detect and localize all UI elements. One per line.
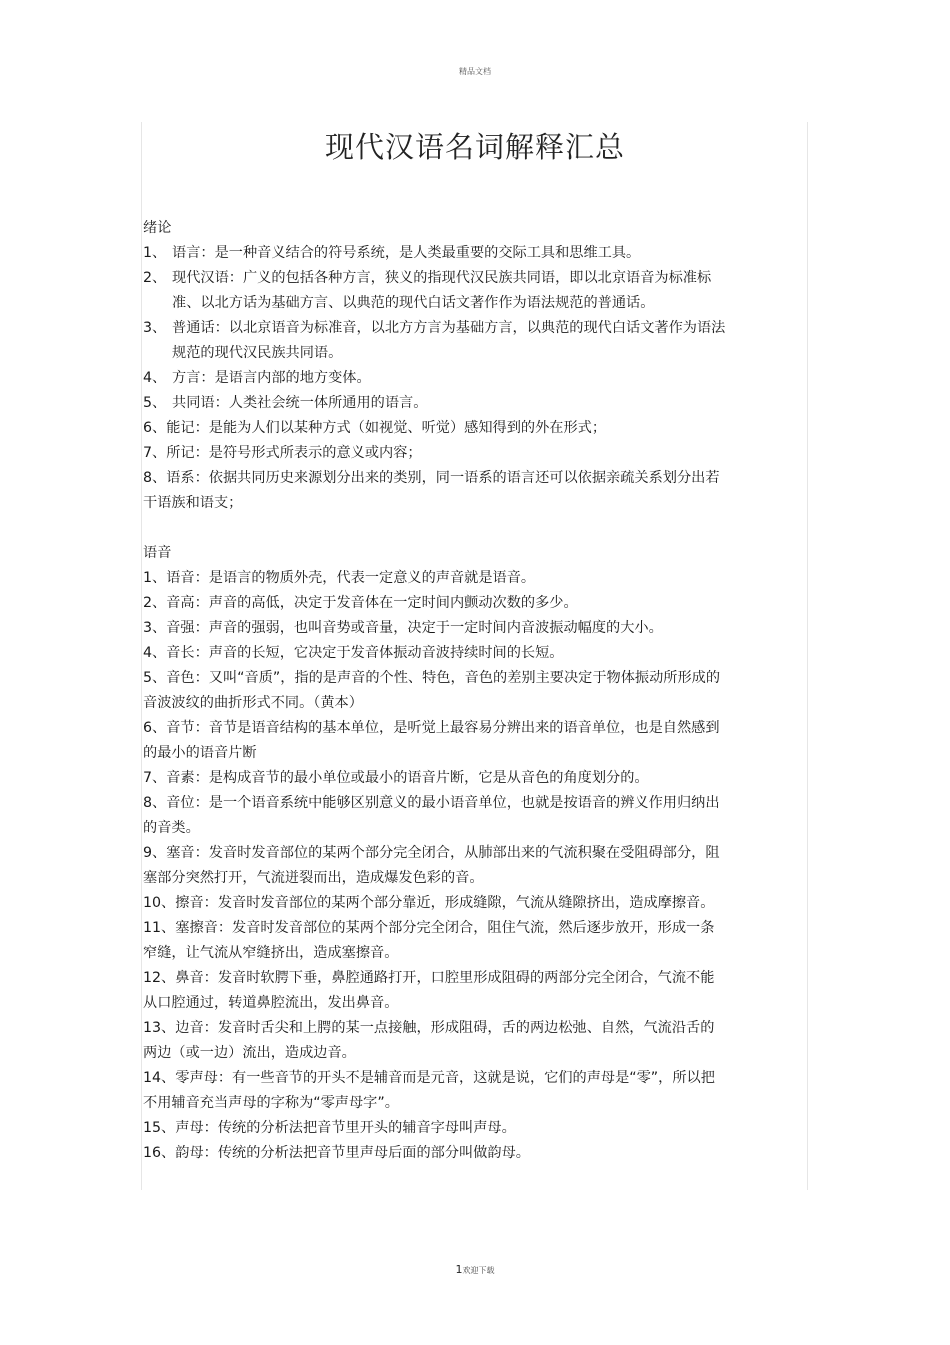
list-item xyxy=(143,616,728,641)
page-footer xyxy=(0,1263,950,1276)
list-item xyxy=(143,1016,728,1066)
item-number: 6、 xyxy=(143,420,167,436)
page-title: 现代汉语名词解释汇总 xyxy=(324,130,625,164)
list-item xyxy=(143,1116,728,1141)
item-number: 13、 xyxy=(143,1020,176,1036)
item-number: 6、 xyxy=(143,720,167,736)
item-number: 1、 xyxy=(143,245,167,261)
item-number: 2、 xyxy=(143,270,167,286)
item-number: 1、 xyxy=(143,570,167,586)
item-number: 3、 xyxy=(143,320,167,336)
item-text: 塞音：发音时发音部位的某两个部分完全闭合，从肺部出来的气流积聚在受阻碍部分，阻塞部分突然打开，气流迸裂而出，造成爆发色彩的音。 xyxy=(143,845,720,886)
list-item xyxy=(143,716,728,766)
item-text: 音高：声音的高低，决定于发音体在一定时间内颤动次数的多少。 xyxy=(166,595,578,611)
item-text: 语音：是语言的物质外壳，代表一定意义的声音就是语音。 xyxy=(166,570,536,586)
item-text: 韵母：传统的分析法把音节里声母后面的部分叫做韵母。 xyxy=(175,1145,530,1161)
item-number: 2、 xyxy=(143,595,167,611)
item-text: 音素：是构成音节的最小单位或最小的语音片断，它是从音色的角度划分的。 xyxy=(166,770,649,786)
section-title-phonetics: 语音 xyxy=(143,545,172,561)
list-item xyxy=(143,566,728,591)
item-text: 音节：音节是语音结构的基本单位，是听觉上最容易分辨出来的语音单位，也是自然感到的最小的语音片断 xyxy=(143,720,720,761)
item-number: 9、 xyxy=(143,845,167,861)
item-text: 擦音：发音时发音部位的某两个部分靠近，形成缝隙，气流从缝隙挤出，造成摩擦音。 xyxy=(175,895,715,911)
item-number: 11、 xyxy=(143,920,176,936)
item-text: 零声母：有一些音节的开头不是辅音而是元音，这就是说，它们的声母是“零”，所以把不用辅音充当声母的字称为“零声母字”。 xyxy=(143,1070,715,1111)
list-item xyxy=(143,641,728,666)
item-text: 音色：又叫“音质”，指的是声音的个性、特色，音色的差别主要决定于物体振动所形成的音波波纹的曲折形式不同。（黄本） xyxy=(143,670,721,711)
list-item xyxy=(143,841,728,891)
item-text: 声母：传统的分析法把音节里开头的辅音字母叫声母。 xyxy=(175,1120,516,1136)
list-item xyxy=(143,366,728,391)
item-number: 3、 xyxy=(143,620,167,636)
list-item xyxy=(143,1066,728,1116)
item-number: 8、 xyxy=(143,795,167,811)
item-number: 12、 xyxy=(143,970,176,986)
list-item xyxy=(143,1141,728,1166)
item-number: 8、 xyxy=(143,470,167,486)
list-item xyxy=(143,891,728,916)
section-title-intro: 绪论 xyxy=(143,220,172,236)
item-text: 所记：是符号形式所表示的意义或内容； xyxy=(166,445,422,461)
item-text: 音位：是一个语音系统中能够区别意义的最小语音单位，也就是按语音的辨义作用归纳出的音类。 xyxy=(143,795,720,836)
item-text: 语系：依据共同历史来源划分出来的类别，同一语系的语言还可以依据亲疏关系划分出若干语族和语支； xyxy=(143,470,720,511)
list-item xyxy=(143,241,728,266)
item-number: 16、 xyxy=(143,1145,176,1161)
document-body xyxy=(143,216,728,1166)
item-text: 音长：声音的长短，它决定于发音体振动音波持续时间的长短。 xyxy=(166,645,564,661)
item-number: 7、 xyxy=(143,445,167,461)
item-number: 5、 xyxy=(143,395,167,411)
item-number: 4、 xyxy=(143,370,167,386)
item-number: 15、 xyxy=(143,1120,176,1136)
item-text: 方言：是语言内部的地方变体。 xyxy=(172,370,371,386)
item-text: 普通话：以北京语音为标准音，以北方方言为基础方言，以典范的现代白话文著作为语法规范的现代汉民族共同语。 xyxy=(172,320,726,361)
list-item xyxy=(143,441,728,466)
item-number: 10、 xyxy=(143,895,176,911)
list-item xyxy=(143,591,728,616)
list-item xyxy=(143,766,728,791)
item-text: 音强：声音的强弱，也叫音势或音量，决定于一定时间内音波振动幅度的大小。 xyxy=(166,620,663,636)
section-gap xyxy=(143,516,728,541)
list-item xyxy=(143,391,728,416)
item-text: 共同语：人类社会统一体所通用的语言。 xyxy=(172,395,428,411)
item-text: 边音：发音时舌尖和上腭的某一点接触，形成阻碍，舌的两边松弛、自然，气流沿舌的两边（或一边）流出，造成边音。 xyxy=(143,1020,715,1061)
list-item xyxy=(143,466,728,516)
item-text: 语言：是一种音义结合的符号系统，是人类最重要的交际工具和思维工具。 xyxy=(172,245,641,261)
list-item xyxy=(143,666,728,716)
list-item xyxy=(143,966,728,1016)
footer-text: 欢迎下载 xyxy=(462,1266,495,1275)
item-number: 7、 xyxy=(143,770,167,786)
page-header: 精品文档 xyxy=(459,67,491,76)
page-number: 1 xyxy=(455,1263,463,1276)
list-item xyxy=(143,791,728,841)
item-text: 塞擦音：发音时发音部位的某两个部分完全闭合，阻住气流，然后逐步放开，形成一条窄缝，让气流从窄缝挤出，造成塞擦音。 xyxy=(143,920,715,961)
list-item xyxy=(143,416,728,441)
item-text: 能记：是能为人们以某种方式（如视觉、听觉）感知得到的外在形式； xyxy=(166,420,607,436)
list-item xyxy=(143,316,728,366)
item-number: 14、 xyxy=(143,1070,176,1086)
item-number: 4、 xyxy=(143,645,167,661)
item-number: 5、 xyxy=(143,670,167,686)
item-text: 鼻音：发音时软腭下垂，鼻腔通路打开，口腔里形成阻碍的两部分完全闭合，气流不能从口腔通过，转道鼻腔流出，发出鼻音。 xyxy=(143,970,715,1011)
item-text: 现代汉语：广义的包括各种方言，狭义的指现代汉民族共同语，即以北京语音为标准标准、以北方话为基础方言、以典范的现代白话文著作作为语法规范的普通话。 xyxy=(172,270,712,311)
list-item xyxy=(143,916,728,966)
list-item xyxy=(143,266,728,316)
